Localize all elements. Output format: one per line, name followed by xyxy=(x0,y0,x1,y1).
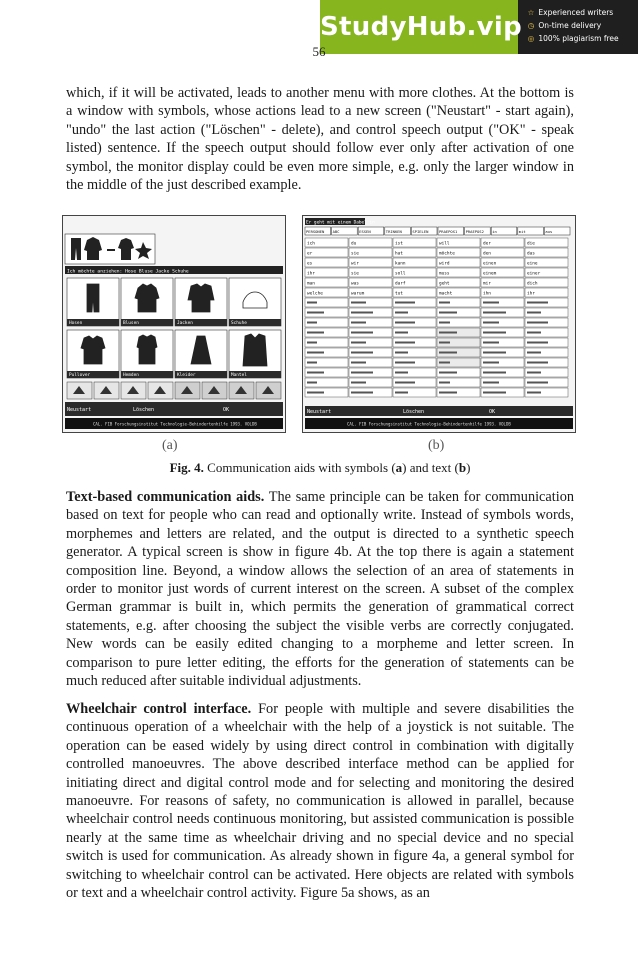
word-placeholder xyxy=(307,382,317,384)
word-label: ich xyxy=(307,241,315,247)
symbol-label: Kleider xyxy=(177,373,196,378)
symbol-cell[interactable] xyxy=(67,278,119,326)
word-label: eine xyxy=(527,261,538,267)
word-placeholder xyxy=(395,312,408,314)
clock-icon: ◷ xyxy=(527,21,535,30)
word-placeholder xyxy=(527,312,541,314)
bottom-control-bar xyxy=(305,406,573,416)
word-placeholder xyxy=(395,382,415,384)
word-label: welche xyxy=(307,291,323,297)
word-placeholder xyxy=(483,362,499,364)
category-label: aus xyxy=(545,229,553,234)
word-label: muss xyxy=(439,271,450,277)
figure-caption xyxy=(66,460,574,476)
word-placeholder xyxy=(483,312,506,314)
symbol-label: Hemden xyxy=(123,373,139,378)
word-label: das xyxy=(527,251,535,257)
word-placeholder xyxy=(439,392,457,394)
word-label: macht xyxy=(439,291,453,297)
symbol-cell[interactable] xyxy=(175,330,227,378)
page-number: 56 xyxy=(312,44,326,59)
word-label: ihn xyxy=(483,291,491,297)
category-label: PRAEPOS2 xyxy=(465,229,484,234)
category-label: SPIELEN xyxy=(412,229,429,234)
category-label: TRINKEN xyxy=(385,229,402,234)
word-label: die xyxy=(527,241,535,247)
word-label: einem xyxy=(483,271,497,277)
word-placeholder xyxy=(351,382,366,384)
paragraph-body: For people with multiple and severe disabilities the continuous operation of a wheelchair with the help of a joystick is not suitable. The operation can be eased widely by using direct control in combination with digitally controlled manoeuvres. The above described interface method can be applied for initiating direct and digital control mode and for selecting and monitoring the desired manoeuvre. For reasons of safety, no communication is allowed in parallel, because wheelchair control needs continuous monitoring, but assisted communication is possible nearly at the same time as wheelchair driving and no special device and no special switch is used for communication. As already shown in figure 4a, a general symbol for switching to wheelchair control can be activated. Here objects are related with symbols or text and a wheelchair control activity. Figure 5a shows, as an xyxy=(66,701,574,902)
word-label: ihr xyxy=(527,291,535,297)
word-placeholder xyxy=(439,362,450,364)
symbol-cell[interactable] xyxy=(121,330,173,378)
symbol-cell[interactable] xyxy=(229,278,281,326)
word-label: mir xyxy=(483,281,491,287)
word-placeholder xyxy=(483,332,506,334)
word-placeholder xyxy=(351,322,366,324)
word-placeholder xyxy=(527,352,541,354)
text-screen-drawing xyxy=(303,216,575,432)
clothing-icon xyxy=(81,336,105,364)
word-placeholder xyxy=(527,332,541,334)
symbol-cell[interactable] xyxy=(121,278,173,326)
word-placeholder xyxy=(527,342,548,344)
word-placeholder xyxy=(395,342,415,344)
composition-line-text: Ich möchte anziehen: Hose Bluse Jacke Schuhe xyxy=(67,269,189,275)
paragraph-menu: which, if it will be activated, leads to another menu with more clothes. At the bottom is a window with symbols, whose actions lead to a new screen ("Neustart" - start again), "undo" the last action ("Löschen" - delete), and control speech output ("OK" - speak listed) sentence. If the speech output should follow ever only after activation of one symbol, the monitor display could be even more simple, e.g. only the larger window in the middle of the just described example. xyxy=(66,85,574,194)
word-label: was xyxy=(351,281,359,287)
word-label: geht xyxy=(439,281,450,287)
section-heading-wheelchair: Wheelchair control interface. xyxy=(66,701,252,717)
ok-button[interactable]: OK xyxy=(223,407,230,413)
word-placeholder xyxy=(527,322,548,324)
word-label: tut xyxy=(395,291,403,297)
feature-text: Experienced writers xyxy=(538,8,614,17)
word-placeholder xyxy=(307,392,324,394)
ok-button[interactable]: OK xyxy=(489,409,496,415)
word-label: er xyxy=(307,251,313,257)
word-placeholder xyxy=(307,352,324,354)
neustart-button[interactable]: Neustart xyxy=(307,409,332,415)
word-label: kann xyxy=(395,261,406,267)
word-label: einen xyxy=(483,261,497,267)
caption-text: ) xyxy=(466,460,471,475)
word-placeholder xyxy=(307,372,324,374)
word-placeholder xyxy=(307,322,317,324)
word-label: warum xyxy=(351,291,365,297)
word-label: wird xyxy=(439,261,450,267)
word-placeholder xyxy=(307,342,317,344)
caption-b: b xyxy=(458,460,467,475)
word-label: man xyxy=(307,281,315,287)
word-placeholder xyxy=(395,332,408,334)
word-label: wir xyxy=(351,261,359,267)
symbol-cell[interactable] xyxy=(229,330,281,378)
word-placeholder xyxy=(527,382,548,384)
paragraph-text-based xyxy=(66,488,574,690)
feature-experienced xyxy=(526,6,638,19)
caption-a: a xyxy=(395,460,403,475)
footer-text: CAL. FIB Forschungsinstitut Technologie-Behindertenhilfe 1993. VOLDB xyxy=(93,421,257,427)
word-label: sie xyxy=(351,251,359,257)
star-icon: ☆ xyxy=(527,8,535,17)
word-placeholder xyxy=(483,372,506,374)
word-placeholder xyxy=(307,332,324,334)
symbol-label: Pullover xyxy=(69,373,91,378)
word-placeholder xyxy=(439,342,450,344)
word-placeholder xyxy=(307,302,317,304)
word-placeholder xyxy=(439,312,457,314)
loeschen-button[interactable]: Löschen xyxy=(133,407,155,413)
word-placeholder xyxy=(351,332,373,334)
symbol-label: Schuhe xyxy=(231,321,247,326)
word-label: einer xyxy=(527,271,541,277)
neustart-button[interactable]: Neustart xyxy=(67,407,92,413)
feature-text: 100% plagiarism free xyxy=(538,34,619,43)
category-label: PERSONEN xyxy=(306,229,325,234)
word-placeholder xyxy=(483,392,506,394)
word-placeholder xyxy=(395,372,408,374)
word-placeholder xyxy=(395,352,408,354)
word-placeholder xyxy=(439,382,450,384)
feature-on-time xyxy=(526,19,638,32)
clothing-icon xyxy=(188,284,214,312)
sublabel-a: (a) xyxy=(162,438,178,453)
word-placeholder xyxy=(395,322,415,324)
symbol-cell[interactable] xyxy=(67,330,119,378)
word-placeholder xyxy=(351,362,366,364)
section-heading-text-based: Text-based communication aids. xyxy=(66,489,265,505)
symbol-label: Blusen xyxy=(123,321,139,326)
category-label: PRAEPOS1 xyxy=(439,229,458,234)
word-placeholder xyxy=(395,392,408,394)
figure-4a-symbol-screen xyxy=(62,215,286,433)
caption-text: Communication aids with symbols ( xyxy=(203,460,396,475)
word-label: darf xyxy=(395,281,406,287)
clothing-icon xyxy=(135,284,159,312)
word-placeholder xyxy=(351,392,373,394)
studyhub-logo[interactable]: StudyHub.vip xyxy=(320,0,518,54)
word-label: ist xyxy=(395,241,403,247)
word-label: der xyxy=(483,241,491,247)
clothing-icon xyxy=(243,334,267,366)
banner-features xyxy=(526,6,638,45)
sublabel-b: (b) xyxy=(428,438,445,453)
word-label: hat xyxy=(395,251,403,257)
word-placeholder xyxy=(483,322,499,324)
composition-line-text: Er geht mit einem Dabel in xyxy=(306,220,375,226)
word-placeholder xyxy=(483,302,499,304)
word-placeholder xyxy=(439,302,450,304)
word-placeholder xyxy=(483,352,506,354)
category-label: ESSEN xyxy=(359,229,371,234)
symbol-label: Mantel xyxy=(231,373,247,378)
caption-text: ) and text ( xyxy=(402,460,459,475)
paragraph-body: The same principle can be taken for communication based on text for people who can read and optionally write. Instead of symbols words, morphemes and letters are related, and the output is directed to a synthetic speech generator. A typical screen is show in figure 4b. At the top there is again a statement composition line. Beyond, a window allows the selection of an area of statements in order to monitor just words of current interest on the screen. A subset of the complex German grammar is built in, which permits the generation of grammatical correct statements, e.g. after choosing the subject the visible verbs are correctly conjugated. New words can be easily edited changing to a morpheme and letter screen. In comparison to pure letter editing, the efforts for the generation of statements can be much reduced after suitable individual adjustments. xyxy=(66,489,574,690)
word-placeholder xyxy=(351,342,366,344)
word-placeholder xyxy=(527,372,541,374)
footer-text: CAL. FIB Forschungsinstitut Technologie-Behindertenhilfe 1993. VOLDB xyxy=(347,421,511,427)
word-placeholder xyxy=(307,312,324,314)
word-placeholder xyxy=(351,352,373,354)
word-placeholder xyxy=(395,302,415,304)
figure-4b-text-screen xyxy=(302,215,576,433)
word-placeholder xyxy=(395,362,415,364)
word-placeholder xyxy=(439,352,457,354)
paragraph-wheelchair xyxy=(66,700,574,902)
word-placeholder xyxy=(351,302,366,304)
word-placeholder xyxy=(439,322,450,324)
word-label: soll xyxy=(395,271,406,277)
category-label: in xyxy=(492,229,497,234)
word-placeholder xyxy=(527,392,541,394)
symbol-cell[interactable] xyxy=(175,278,227,326)
word-label: ihr xyxy=(307,271,315,277)
word-placeholder xyxy=(483,342,499,344)
word-label: möchte xyxy=(439,251,455,257)
category-label: mit xyxy=(518,229,526,234)
word-label: den xyxy=(483,251,491,257)
symbol-screen-drawing xyxy=(63,216,285,432)
word-placeholder xyxy=(439,332,457,334)
feature-text: On-time delivery xyxy=(538,21,602,30)
check-icon: ◎ xyxy=(527,34,535,43)
word-placeholder xyxy=(307,362,317,364)
bottom-control-bar xyxy=(65,402,283,416)
dash-icon xyxy=(107,249,115,251)
symbol-label: Hosen xyxy=(69,321,83,326)
word-label: es xyxy=(307,261,313,267)
word-label: sie xyxy=(351,271,359,277)
loeschen-button[interactable]: Löschen xyxy=(403,409,425,415)
word-placeholder xyxy=(483,382,499,384)
symbol-label: Jacken xyxy=(177,321,193,326)
word-placeholder xyxy=(351,372,373,374)
word-label: du xyxy=(351,241,357,247)
caption-label: Fig. 4. xyxy=(169,460,204,475)
word-placeholder xyxy=(527,302,548,304)
category-label: ABC xyxy=(332,229,340,234)
symbol-cell-frame xyxy=(229,278,281,326)
word-placeholder xyxy=(527,362,548,364)
word-label: dich xyxy=(527,281,538,287)
word-placeholder xyxy=(439,372,457,374)
word-placeholder xyxy=(351,312,373,314)
word-label: will xyxy=(439,241,450,247)
clothing-icon xyxy=(137,335,157,364)
